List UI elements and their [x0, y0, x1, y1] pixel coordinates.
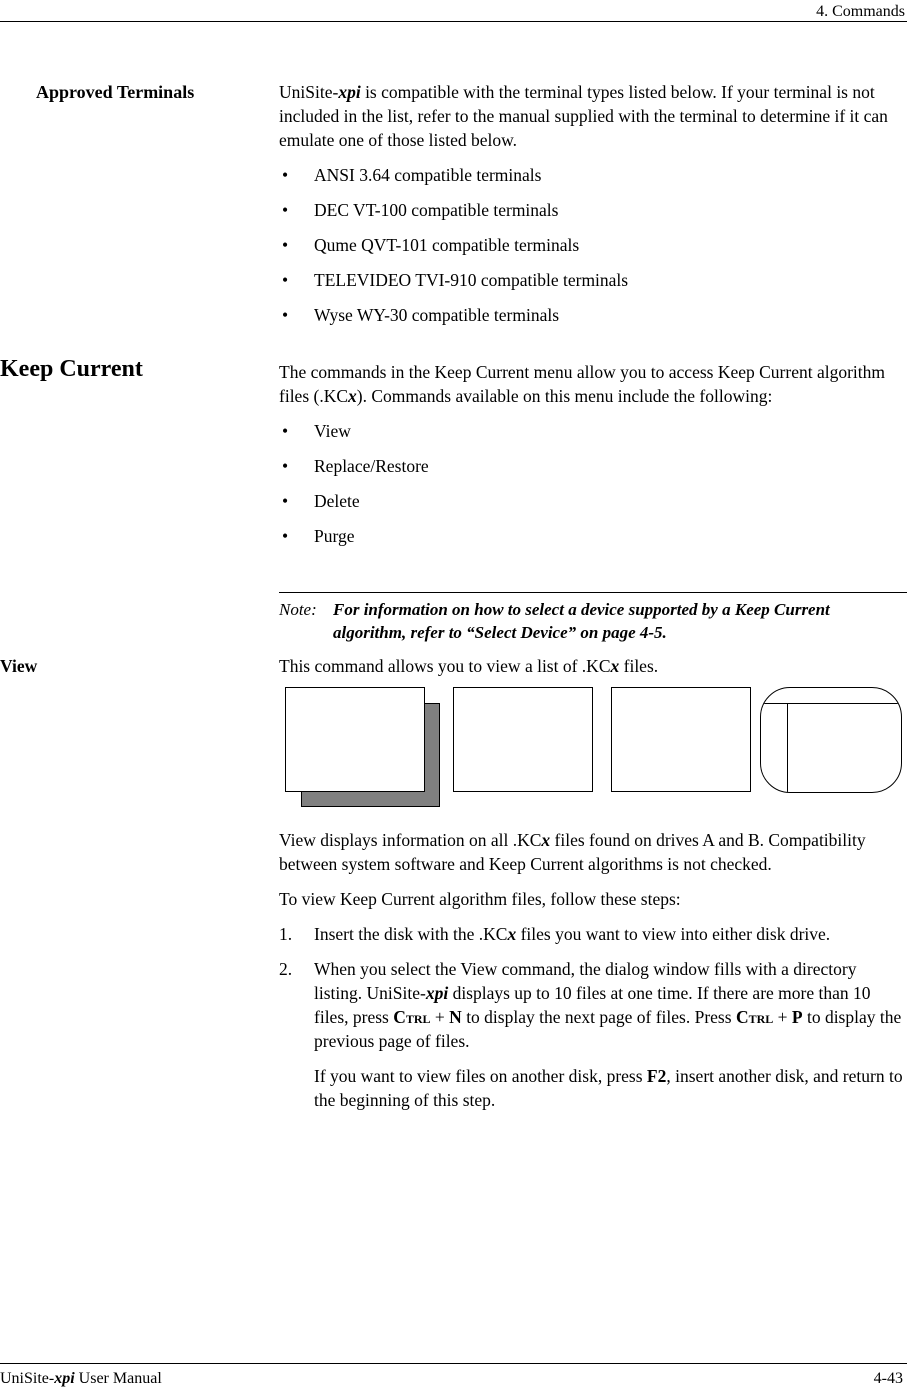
key-f2: F2: [646, 1066, 667, 1086]
list-item: • Delete: [279, 489, 903, 513]
keep-current-heading: Keep Current: [0, 356, 143, 382]
screen-divider: [761, 703, 901, 704]
terminal-list: [279, 163, 903, 327]
text: Insert the disk with the .KC: [314, 924, 508, 944]
step-number: 1.: [279, 924, 293, 944]
list-item: • TELEVIDEO TVI-910 compatible terminals: [279, 268, 903, 292]
text: UniSite-: [279, 82, 339, 102]
view-paragraph: To view Keep Current algorithm files, follow these steps:: [279, 889, 681, 909]
text: xpi: [425, 983, 449, 1003]
text: xpi: [338, 82, 361, 102]
window-frame: [453, 687, 593, 792]
footer-rule: [0, 1363, 907, 1364]
running-header: 4. Commands: [816, 3, 905, 20]
list-item: • ANSI 3.64 compatible terminals: [279, 163, 903, 187]
text: x: [610, 656, 620, 676]
approved-terminals-heading: Approved Terminals: [36, 82, 195, 102]
screen-frame: [760, 687, 902, 793]
view-body: [279, 828, 903, 1123]
step: [279, 957, 903, 1112]
footer-title: [0, 1367, 162, 1391]
page-number: 4-43: [873, 1370, 903, 1387]
list-item: • Purge: [279, 524, 903, 548]
key-ctrl: Ctrl: [735, 1007, 774, 1027]
note-rule: [279, 592, 907, 593]
list-item: • View: [279, 419, 903, 443]
view-heading: View: [0, 656, 38, 676]
step: [279, 922, 903, 946]
window-frame: [611, 687, 751, 792]
list-item: • DEC VT-100 compatible terminals: [279, 198, 903, 222]
text: This command allows you to view a list of .KC: [279, 656, 611, 676]
list-item: • Qume QVT-101 compatible terminals: [279, 233, 903, 257]
list-item: • Replace/Restore: [279, 454, 903, 478]
text: displays up to 10 files at one time. If there are more than 10 files, press: [314, 983, 871, 1027]
text: When you select the View command, the dialog window fills with a directory listing. UniSite-: [314, 959, 857, 1003]
note-label: Note:: [279, 600, 317, 619]
text: x: [541, 830, 551, 850]
keep-intro: [279, 360, 903, 408]
note: [279, 598, 903, 644]
view-intro: [279, 654, 903, 678]
screen-divider: [787, 703, 788, 792]
steps-list: [279, 922, 903, 1112]
view-paragraph: [279, 828, 903, 876]
text: to display the previous page of files.: [314, 1007, 902, 1051]
text: , insert another disk, and return to the beginning of this step.: [314, 1066, 903, 1110]
text: x: [348, 386, 357, 406]
text: UniSite-: [0, 1370, 55, 1387]
text: is compatible with the terminal types listed below. If your terminal is not included in the list, refer to the manual supplied with the terminal to determine if it can emulate one of those listed below.: [279, 82, 888, 150]
text: +: [773, 1007, 792, 1027]
key-ctrl: Ctrl: [393, 1007, 431, 1027]
approved-intro: [279, 80, 903, 152]
text: The commands in the Keep Current menu allow you to access Keep Current algorithm files (.KC: [279, 362, 886, 406]
step-number: 2.: [279, 959, 293, 979]
note-text: For information on how to select a device supported by a Keep Current algorithm, refer to “Select Device” on page 4-5.: [333, 600, 830, 642]
list-item: • Wyse WY-30 compatible terminals: [279, 303, 903, 327]
text: View displays information on all .KC: [279, 830, 542, 850]
text: User Manual: [74, 1370, 162, 1387]
text: files found on drives A and B. Compatibility between system software and Keep Current algorithms is not checked.: [279, 830, 866, 874]
text: files.: [619, 656, 659, 676]
text: files you want to view into either disk drive.: [516, 924, 831, 944]
key-p: P: [791, 1007, 803, 1027]
approved-terminals-section: [279, 80, 903, 338]
step-continuation: [314, 1064, 903, 1112]
header-rule: [0, 21, 907, 22]
text: +: [430, 1007, 450, 1027]
text: If you want to view files on another disk, press: [314, 1066, 647, 1086]
keep-menu-list: [279, 419, 903, 548]
window-frame: [285, 687, 425, 792]
text: ). Commands available on this menu include the following:: [356, 386, 773, 406]
text: xpi: [54, 1370, 75, 1387]
text: to display the next page of files. Press: [461, 1007, 736, 1027]
key-n: N: [449, 1007, 462, 1027]
text: x: [507, 924, 517, 944]
keep-current-section: [279, 360, 903, 559]
